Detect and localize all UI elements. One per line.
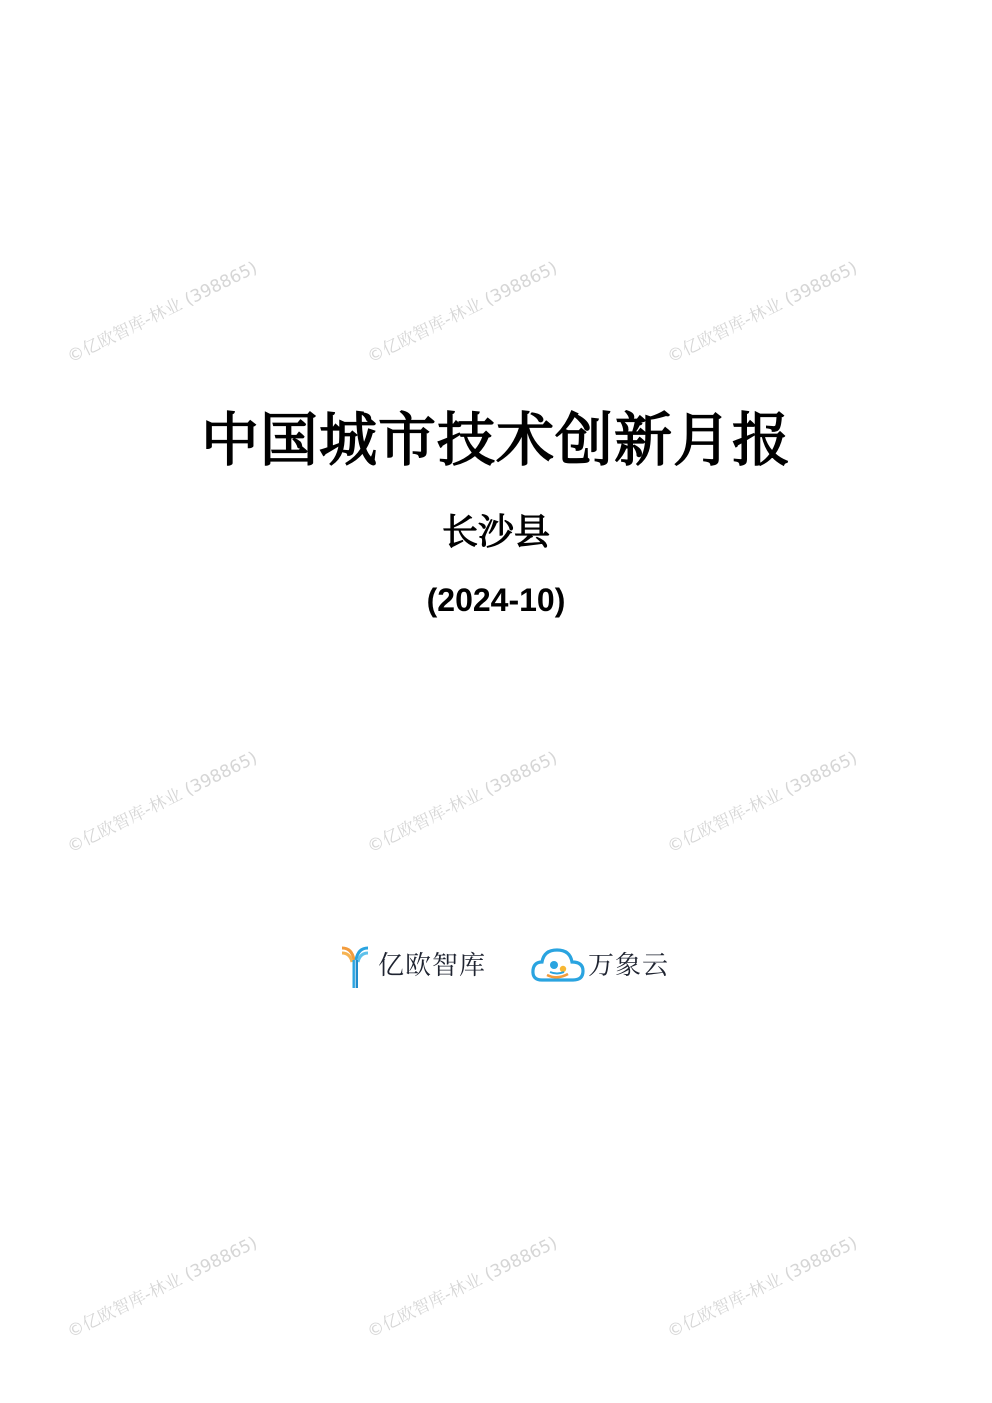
report-subtitle: 长沙县	[441, 512, 550, 553]
watermark: ©亿欧智库-林业 (398865)	[64, 1233, 261, 1343]
cloud-logo-icon	[530, 944, 586, 988]
report-title: 中国城市技术创新月报	[200, 406, 791, 474]
watermark: ©亿欧智库-林业 (398865)	[364, 1233, 561, 1343]
watermark: ©亿欧智库-林业 (398865)	[364, 748, 561, 858]
cloud-logo-text: 万象云	[588, 951, 670, 981]
watermark: ©亿欧智库-林业 (398865)	[64, 748, 261, 858]
yiou-logo-text: 亿欧智库	[378, 951, 487, 981]
watermark: ©亿欧智库-林业 (398865)	[664, 1233, 861, 1343]
report-period: (2024-10)	[426, 582, 566, 618]
watermark: ©亿欧智库-林业 (398865)	[664, 258, 861, 368]
yiou-logo-icon	[340, 942, 370, 990]
brand-logos	[338, 940, 688, 992]
watermark: ©亿欧智库-林业 (398865)	[64, 258, 261, 368]
watermark: ©亿欧智库-林业 (398865)	[664, 748, 861, 858]
watermark: ©亿欧智库-林业 (398865)	[364, 258, 561, 368]
